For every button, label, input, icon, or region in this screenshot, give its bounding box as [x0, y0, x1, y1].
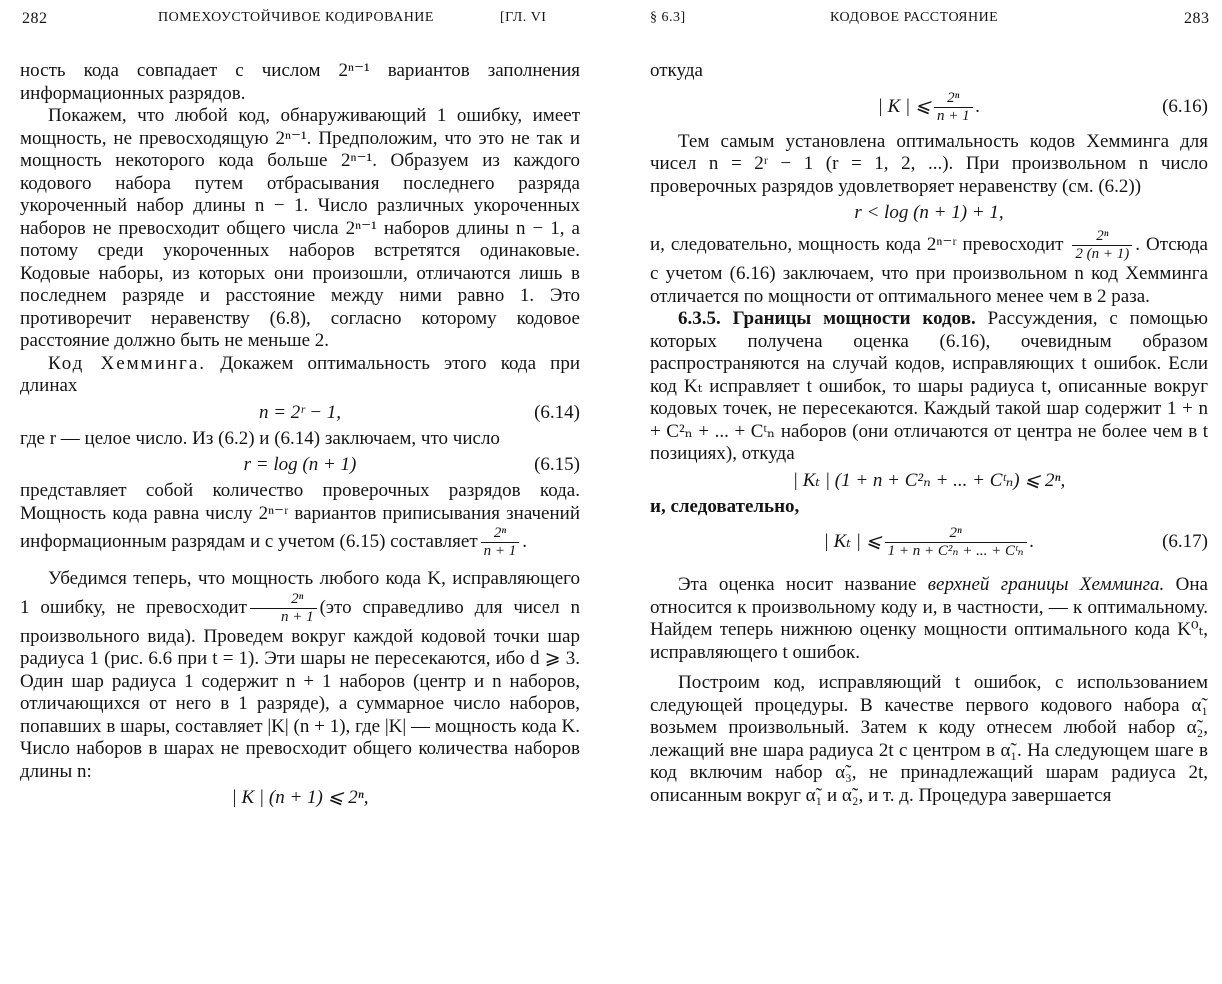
fraction-numerator: 2ⁿ [481, 525, 520, 543]
equation-expression: | K | ⩽ $\frac{\text{2ⁿ}}{n + 1}$ . [877, 89, 981, 124]
section-ref: § 6.3] [650, 10, 686, 25]
paragraph-text: (это справедливо для чисел n произвольного вида). Проведем вокруг каждой кодовой точки шар радиуса 1 (рис. 6.6 при t = 1). Эти шары не пересекаются, ибо d ⩾ 3. Один шар радиуса 1 содержит n + 1 наборов (центр и n наборов, отличающихся от него в 1 разряде), а суммарное число наборов, попавших в шары, составляет |K| (n + 1), где |K| — мощность кода K. Число наборов в шарах не превосходит общего количества наборов длины n: [20, 596, 581, 782]
fraction-denominator: 1 + n + C²ₙ + ... + Cᵗₙ [887, 543, 1024, 560]
paragraph: где r — целое число. Из (6.2) и (6.14) заключаем, что число [20, 427, 500, 449]
equation-ball-count [20, 783, 580, 813]
paragraph-text: Рассуждения, с помощью которых получена оценка (6.16), очевидным образом распространяются на случай кодов, исправляющих t ошибок. Если код Kₜ исправляет t ошибок, то шары радиуса t, описанные вокруг кодовых точек, не пересекаются. Каждый такой шар содержит 1 + n + C²ₙ + ... + Cᵗₙ наборов (они отличаются от центра не более чем в t позициях), откуда [650, 308, 1208, 464]
equation-expression: | Kₜ | ⩽ $\frac{\text{2ⁿ}}{\text{1 + n + C²ₙ + ... + Cᵗₙ}}$ . [823, 525, 1035, 560]
equation-lhs: | K | ⩽ [877, 95, 931, 117]
chapter-ref: [ГЛ. VI [500, 10, 547, 25]
fraction-numerator: 2ⁿ [885, 525, 1027, 543]
equation-number: (6.17) [1162, 531, 1208, 552]
paragraph [650, 308, 1208, 466]
left-page [0, 0, 600, 984]
paragraph [20, 353, 580, 398]
paragraph: представляет собой количество проверочных разрядов кода. Мощность кода равна числу 2ⁿ⁻ʳ вариантов приписывания значений информационным разрядам и с учетом (6.15) составляет $\frac{\text{2ⁿ}}{n + 1}$ . [20, 480, 580, 559]
equation-expression: | K | (n + 1) ⩽ 2ⁿ, [231, 787, 369, 808]
equation-6-17 [650, 518, 1208, 566]
paragraph-text: Она относится к произвольному коду и, в частности, — к оптимальному. Найдем теперь нижнюю оценку мощности оптимального кода K⁰ₜ, исправляющего t ошибок. [650, 574, 1208, 663]
equation-number: (6.16) [1162, 95, 1208, 117]
fraction [934, 90, 973, 125]
paragraph: и, следовательно, [650, 495, 800, 517]
fraction [885, 525, 1027, 560]
equation-expression: | Kₜ | (1 + n + C²ₙ + ... + Cᵗₙ) ⩽ 2ⁿ, [792, 469, 1066, 491]
fraction-denominator: 2 (n + 1) [1075, 246, 1130, 262]
fraction-numerator: 2ⁿ [1072, 228, 1132, 246]
equation-expression: n = 2ʳ − 1, [258, 401, 342, 423]
equation-expression: r < log (n + 1) + 1, [854, 202, 1004, 223]
right-page [622, 0, 1222, 984]
left-page-number: 282 [22, 10, 48, 27]
paragraph: Тем самым установлена оптимальность кодов Хемминга для чисел n = 2ʳ − 1 (r = 1, 2, ...). При произвольном n число проверочных разрядов удовлетворяет неравенству (см. (6.2)) [650, 130, 1208, 197]
fraction [1072, 228, 1132, 263]
paragraph [20, 568, 580, 783]
paragraph-text: и, следовательно, мощность кода 2ⁿ⁻ʳ превосходит [650, 233, 1064, 255]
fraction [481, 525, 520, 560]
right-running-title: КОДОВОЕ РАССТОЯНИЕ [830, 10, 999, 25]
fraction-denominator: n + 1 [483, 543, 517, 559]
fraction-denominator: n + 1 [936, 107, 970, 124]
hamming-code-term: Код Хемминга. [48, 352, 207, 374]
paragraph-text: Убедимся теперь, что мощность любого кода K, исправляющего 1 ошибку, не превосходит [20, 568, 580, 618]
equation-lhs: | Kₜ | ⩽ [823, 531, 882, 552]
paragraph: Построим код, исправляющий t ошибок, с использованием следующей процедуры. В качестве первого кодового набора α̃₁ возьмем произвольный. Затем к коду отнесем любой набор α̃₂, лежащий вне шара радиуса 2t с центром в α̃₁. На следующем шаге в код включим набор α̃₃, не принадлежащий шарам радиуса 2t, описанным вокруг α̃₁ и α̃₂, и т. д. Процедура завершается [650, 672, 1208, 806]
paragraph-text: Докажем оптимальность этого кода при длинах [20, 352, 581, 396]
right-page-body [650, 60, 1208, 807]
paragraph: откуда [650, 60, 703, 81]
hamming-upper-bound-term: верхней границы Хемминга. [927, 574, 1165, 595]
fraction-numerator: 2ⁿ [934, 90, 973, 108]
paragraph: Покажем, что любой код, обнаруживающий 1 ошибку, имеет мощность, не превосходящую 2ⁿ⁻¹. Предположим, что это не так и мощность некоторого кода больше 2ⁿ⁻¹. Образуем из каждого кодового набора путем отбрасывания последнего разряда укороченный набор длины n − 1. Число различных укороченных наборов не превосходит общего числа 2ⁿ⁻¹ наборов длины n − 1, а потому среди укороченных наборов встретятся одинаковые. Кодовые наборы, из которых они произошли, отличаются лишь в последнем разряде и расстояние между ними равно 1. Это противоречит неравенству (6.8), согласно которому кодовое расстояние должно быть не меньше 2. [20, 105, 580, 351]
paragraph: ность кода совпадает с числом 2ⁿ⁻¹ вариантов заполнения информационных разрядов. [20, 60, 580, 104]
equation-expression: r = log (n + 1) [243, 454, 357, 475]
paragraph-text: представляет собой количество проверочных разрядов кода. Мощность кода равна числу 2ⁿ⁻ʳ вариантов приписывания значений информационным разрядам и с учетом (6.15) составляет [20, 480, 580, 552]
equation-number: (6.15) [534, 454, 580, 475]
equation-6-15 [20, 450, 580, 480]
paragraph-text: Эта оценка носит название [678, 574, 917, 595]
equation-6-14 [20, 398, 580, 428]
equation-r-bound [650, 198, 1208, 228]
fraction [250, 591, 317, 626]
equation-number: (6.14) [534, 401, 580, 423]
left-running-title: ПОМЕХОУСТОЙЧИВОЕ КОДИРОВАНИЕ [158, 10, 434, 25]
right-page-number: 283 [1184, 10, 1210, 27]
left-page-body [20, 60, 580, 813]
left-running-head [0, 10, 600, 32]
fraction-denominator: n + 1 [280, 608, 314, 625]
section-heading: 6.3.5. Границы мощности кодов. [678, 308, 976, 329]
paragraph [650, 574, 1208, 664]
equation-kt-count [650, 466, 1208, 496]
right-running-head [622, 10, 1222, 32]
equation-6-16 [650, 83, 1208, 131]
paragraph-text: . Отсюда с учетом (6.16) заключаем, что при произвольном n код Хемминга отличается по мощности от оптимального менее чем в 2 раза. [650, 233, 1208, 307]
fraction-numerator: 2ⁿ [250, 591, 317, 609]
paragraph [650, 228, 1208, 308]
